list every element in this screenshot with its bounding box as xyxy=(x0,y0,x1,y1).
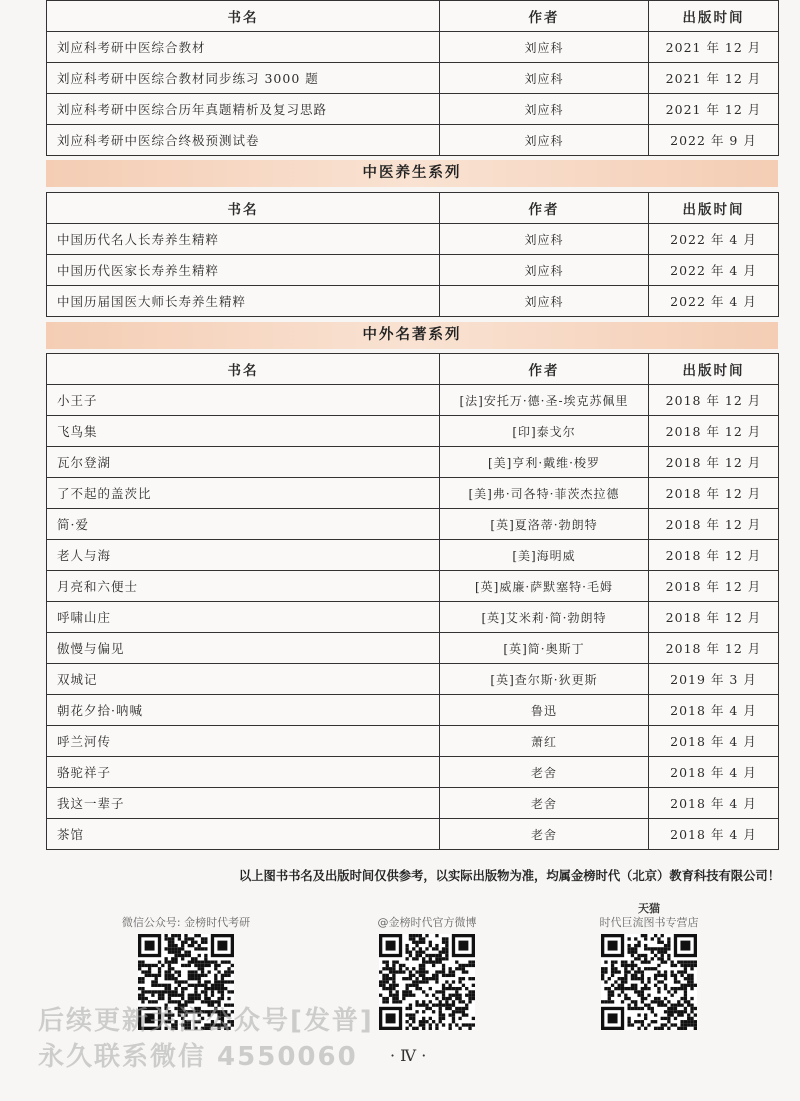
book-date: 2018 年 4 月 xyxy=(649,726,779,757)
table-row xyxy=(47,509,779,540)
book-date: 2021 年 12 月 xyxy=(649,94,779,125)
book-date: 2018 年 4 月 xyxy=(649,695,779,726)
book-title: 朝花夕拾·呐喊 xyxy=(47,695,440,726)
book-date: 2018 年 12 月 xyxy=(649,416,779,447)
table-row xyxy=(47,664,779,695)
book-author: [英]威廉·萨默塞特·毛姆 xyxy=(440,571,649,602)
book-date: 2022 年 4 月 xyxy=(649,224,779,255)
watermark-line-2: 永久联系微信 4550060 xyxy=(38,1042,358,1072)
qr-code-icon xyxy=(601,934,697,1030)
book-title: 我这一辈子 xyxy=(47,788,440,819)
section-heading-health: 中医养生系列 xyxy=(46,160,778,187)
header-title: 书名 xyxy=(47,193,440,224)
table-row xyxy=(47,94,779,125)
book-date: 2022 年 4 月 xyxy=(649,255,779,286)
tmall-logo: 天猫 xyxy=(638,902,660,915)
book-title: 老人与海 xyxy=(47,540,440,571)
book-author: [法]安托万·德·圣-埃克苏佩里 xyxy=(440,385,649,416)
table-row xyxy=(47,757,779,788)
book-title: 月亮和六便士 xyxy=(47,571,440,602)
book-title: 刘应科考研中医综合历年真题精析及复习思路 xyxy=(47,94,440,125)
disclaimer-note: 以上图书书名及出版时间仅供参考，以实际出版物为准，均属金榜时代（北京）教育科技有限公司！ xyxy=(238,869,780,883)
book-author: 刘应科 xyxy=(440,224,649,255)
header-author: 作者 xyxy=(440,354,649,385)
qr-weibo xyxy=(352,916,502,1030)
book-date: 2018 年 12 月 xyxy=(649,509,779,540)
table-row xyxy=(47,63,779,94)
book-title: 了不起的盖茨比 xyxy=(47,478,440,509)
page-number: · Ⅳ · xyxy=(390,1046,427,1065)
book-author: 刘应科 xyxy=(440,286,649,317)
book-author: 老舍 xyxy=(440,757,649,788)
book-date: 2018 年 4 月 xyxy=(649,788,779,819)
header-date: 出版时间 xyxy=(649,193,779,224)
book-author: [英]夏洛蒂·勃朗特 xyxy=(440,509,649,540)
book-date: 2018 年 12 月 xyxy=(649,602,779,633)
section-heading-classics: 中外名著系列 xyxy=(46,322,778,349)
book-title: 小王子 xyxy=(47,385,440,416)
header-author: 作者 xyxy=(440,193,649,224)
header-title: 书名 xyxy=(47,1,440,32)
book-title: 骆驼祥子 xyxy=(47,757,440,788)
table-row xyxy=(47,32,779,63)
book-title: 茶馆 xyxy=(47,819,440,850)
book-author: 萧红 xyxy=(440,726,649,757)
table-kaoyan xyxy=(46,0,779,156)
book-author: 老舍 xyxy=(440,788,649,819)
header-date: 出版时间 xyxy=(649,354,779,385)
header-title: 书名 xyxy=(47,354,440,385)
qr-code-icon xyxy=(379,934,475,1030)
table-header-row xyxy=(47,193,779,224)
table-row xyxy=(47,385,779,416)
book-title: 中国历代名人长寿养生精粹 xyxy=(47,224,440,255)
book-author: 刘应科 xyxy=(440,94,649,125)
table-row xyxy=(47,286,779,317)
table-row xyxy=(47,633,779,664)
book-date: 2022 年 9 月 xyxy=(649,125,779,156)
book-date: 2018 年 12 月 xyxy=(649,447,779,478)
book-title: 瓦尔登湖 xyxy=(47,447,440,478)
watermark-line-1: 后续更新关注公众号[发普] xyxy=(38,1006,374,1036)
book-date: 2018 年 12 月 xyxy=(649,478,779,509)
table-row xyxy=(47,224,779,255)
book-title: 中国历届国医大师长寿养生精粹 xyxy=(47,286,440,317)
book-author: 老舍 xyxy=(440,819,649,850)
book-date: 2018 年 12 月 xyxy=(649,571,779,602)
book-author: [英]艾米莉·简·勃朗特 xyxy=(440,602,649,633)
book-date: 2019 年 3 月 xyxy=(649,664,779,695)
book-author: [英]简·奥斯丁 xyxy=(440,633,649,664)
table-row xyxy=(47,125,779,156)
book-author: 刘应科 xyxy=(440,125,649,156)
table-header-row xyxy=(47,354,779,385)
table-row xyxy=(47,819,779,850)
qr-tmall xyxy=(574,902,724,1030)
book-author: 刘应科 xyxy=(440,255,649,286)
table-row xyxy=(47,788,779,819)
table-classics xyxy=(46,353,779,850)
qr-tmall-label: 时代巨流图书专营店 xyxy=(599,916,699,929)
header-author: 作者 xyxy=(440,1,649,32)
book-title: 飞鸟集 xyxy=(47,416,440,447)
table-row xyxy=(47,416,779,447)
book-title: 刘应科考研中医综合教材同步练习 3000 题 xyxy=(47,63,440,94)
book-date: 2018 年 4 月 xyxy=(649,757,779,788)
table-row xyxy=(47,695,779,726)
book-author: [英]查尔斯·狄更斯 xyxy=(440,664,649,695)
book-title: 刘应科考研中医综合终极预测试卷 xyxy=(47,125,440,156)
book-author: [印]泰戈尔 xyxy=(440,416,649,447)
table-row xyxy=(47,478,779,509)
book-title: 双城记 xyxy=(47,664,440,695)
book-title: 简·爱 xyxy=(47,509,440,540)
book-author: 刘应科 xyxy=(440,32,649,63)
book-date: 2021 年 12 月 xyxy=(649,32,779,63)
book-date: 2018 年 12 月 xyxy=(649,540,779,571)
table-health xyxy=(46,192,779,317)
book-author: [美]海明威 xyxy=(440,540,649,571)
table-row xyxy=(47,602,779,633)
book-title: 傲慢与偏见 xyxy=(47,633,440,664)
table-row xyxy=(47,447,779,478)
book-author: 刘应科 xyxy=(440,63,649,94)
book-date: 2018 年 12 月 xyxy=(649,633,779,664)
book-author: [美]弗·司各特·菲茨杰拉德 xyxy=(440,478,649,509)
table-header-row xyxy=(47,1,779,32)
book-author: [美]亨利·戴维·梭罗 xyxy=(440,447,649,478)
book-date: 2021 年 12 月 xyxy=(649,63,779,94)
book-author: 鲁迅 xyxy=(440,695,649,726)
book-date: 2018 年 12 月 xyxy=(649,385,779,416)
book-title: 刘应科考研中医综合教材 xyxy=(47,32,440,63)
book-date: 2018 年 4 月 xyxy=(649,819,779,850)
book-date: 2022 年 4 月 xyxy=(649,286,779,317)
qr-wechat-label: 微信公众号: 金榜时代考研 xyxy=(121,916,251,929)
book-title: 中国历代医家长寿养生精粹 xyxy=(47,255,440,286)
book-title: 呼啸山庄 xyxy=(47,602,440,633)
table-row xyxy=(47,255,779,286)
book-title: 呼兰河传 xyxy=(47,726,440,757)
header-date: 出版时间 xyxy=(649,1,779,32)
table-row xyxy=(47,571,779,602)
table-row xyxy=(47,726,779,757)
qr-weibo-label: @金榜时代官方微博 xyxy=(377,916,477,929)
table-row xyxy=(47,540,779,571)
